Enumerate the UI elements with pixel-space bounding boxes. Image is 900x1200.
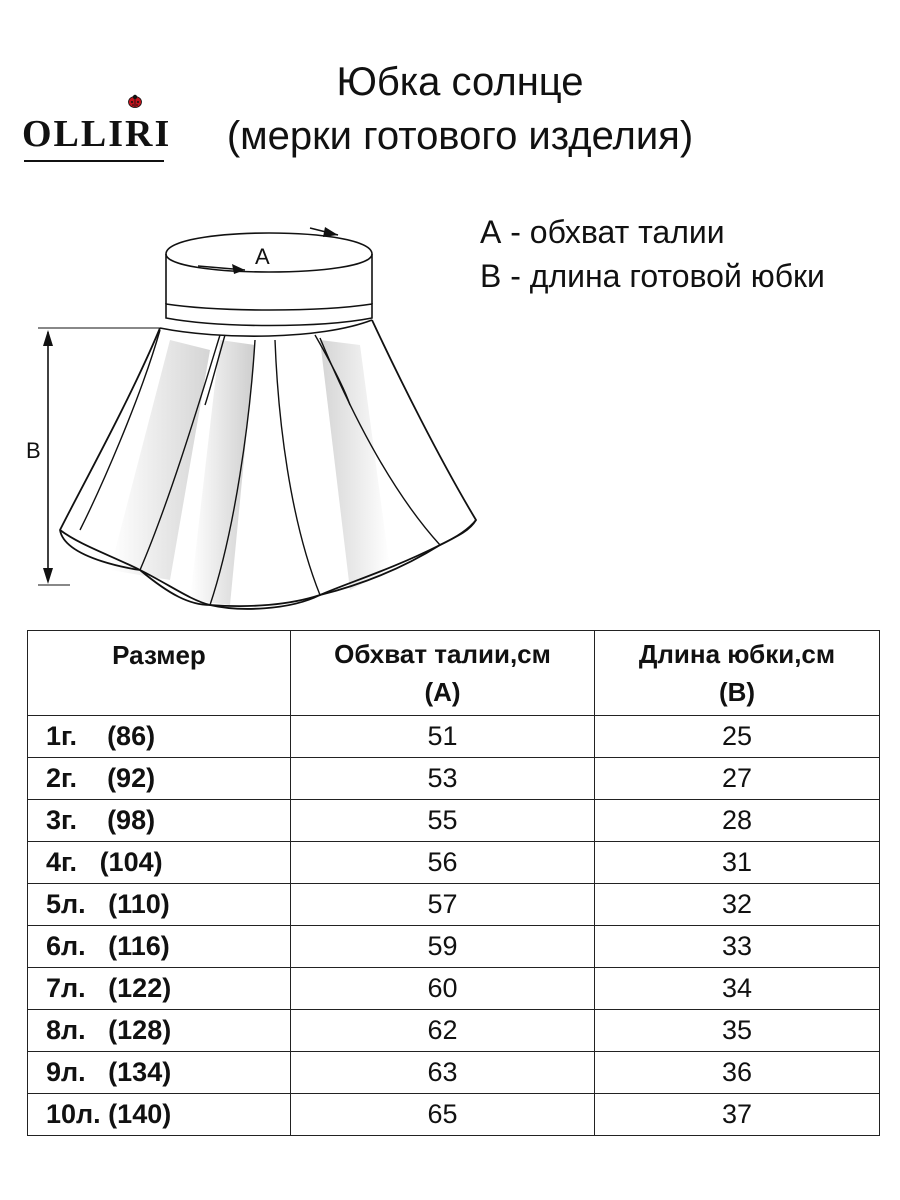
waistband <box>166 304 372 326</box>
fold-line-5 <box>275 340 320 595</box>
size-cell: 10л. (140) <box>28 1094 291 1136</box>
table-header-row <box>28 631 880 716</box>
waist-cell: 65 <box>291 1094 595 1136</box>
waist-cell: 53 <box>291 758 595 800</box>
title-line-1: Юбка солнце <box>336 60 584 104</box>
dim-b-top-arrow <box>43 330 53 346</box>
table-row <box>28 758 880 800</box>
size-cell: 4г. (104) <box>28 842 291 884</box>
fold-shade-3 <box>320 340 390 590</box>
header-waist-code: (А) <box>424 677 461 707</box>
legend-a: А - обхват талии <box>480 214 725 250</box>
table-row <box>28 1010 880 1052</box>
header-size-label: Размер <box>112 640 206 670</box>
length-cell: 34 <box>595 968 880 1010</box>
size-cell: 8л. (128) <box>28 1010 291 1052</box>
measurement-legend <box>480 210 825 298</box>
size-cell: 3г. (98) <box>28 800 291 842</box>
waist-cell: 62 <box>291 1010 595 1052</box>
table-row <box>28 1094 880 1136</box>
header-length-label: Длина юбки,см <box>638 639 836 669</box>
waist-cell: 57 <box>291 884 595 926</box>
table-row <box>28 1052 880 1094</box>
waist-cell: 60 <box>291 968 595 1010</box>
size-cell: 2г. (92) <box>28 758 291 800</box>
brand-logo <box>22 88 172 168</box>
table-row <box>28 800 880 842</box>
waist-cell: 56 <box>291 842 595 884</box>
waist-cell: 59 <box>291 926 595 968</box>
size-table <box>27 630 880 1136</box>
dim-b-bottom-arrow <box>43 568 53 584</box>
header-waist <box>291 631 595 716</box>
length-cell: 25 <box>595 716 880 758</box>
legend-b: В - длина готовой юбки <box>480 258 825 294</box>
length-cell: 32 <box>595 884 880 926</box>
header-length <box>595 631 880 716</box>
header-waist-label: Обхват талии,см <box>334 639 551 669</box>
label-b: B <box>26 438 41 463</box>
length-cell: 37 <box>595 1094 880 1136</box>
size-cell: 5л. (110) <box>28 884 291 926</box>
length-cell: 31 <box>595 842 880 884</box>
skirt-diagram <box>20 200 500 620</box>
logo-underline <box>24 160 164 162</box>
header-size <box>28 631 291 716</box>
size-cell: 6л. (116) <box>28 926 291 968</box>
length-cell: 27 <box>595 758 880 800</box>
length-cell: 33 <box>595 926 880 968</box>
table-row <box>28 968 880 1010</box>
header-length-code: (В) <box>718 677 756 707</box>
logo-text: OLLIRI <box>22 113 172 155</box>
table-row <box>28 926 880 968</box>
size-cell: 9л. (134) <box>28 1052 291 1094</box>
length-cell: 28 <box>595 800 880 842</box>
label-a: A <box>255 244 270 269</box>
arrow-a-left-head <box>232 264 245 274</box>
arrow-a-right-head <box>323 227 338 237</box>
table-row <box>28 884 880 926</box>
waist-cell: 51 <box>291 716 595 758</box>
fold-shade-1 <box>110 340 210 580</box>
table-row <box>28 842 880 884</box>
size-cell: 1г. (86) <box>28 716 291 758</box>
ladybug-icon <box>127 94 143 108</box>
waist-cell: 55 <box>291 800 595 842</box>
page-title <box>180 55 740 163</box>
table-row <box>28 716 880 758</box>
size-cell: 7л. (122) <box>28 968 291 1010</box>
length-cell: 36 <box>595 1052 880 1094</box>
title-line-2: (мерки готового изделия) <box>226 114 694 158</box>
length-cell: 35 <box>595 1010 880 1052</box>
waist-cell: 63 <box>291 1052 595 1094</box>
